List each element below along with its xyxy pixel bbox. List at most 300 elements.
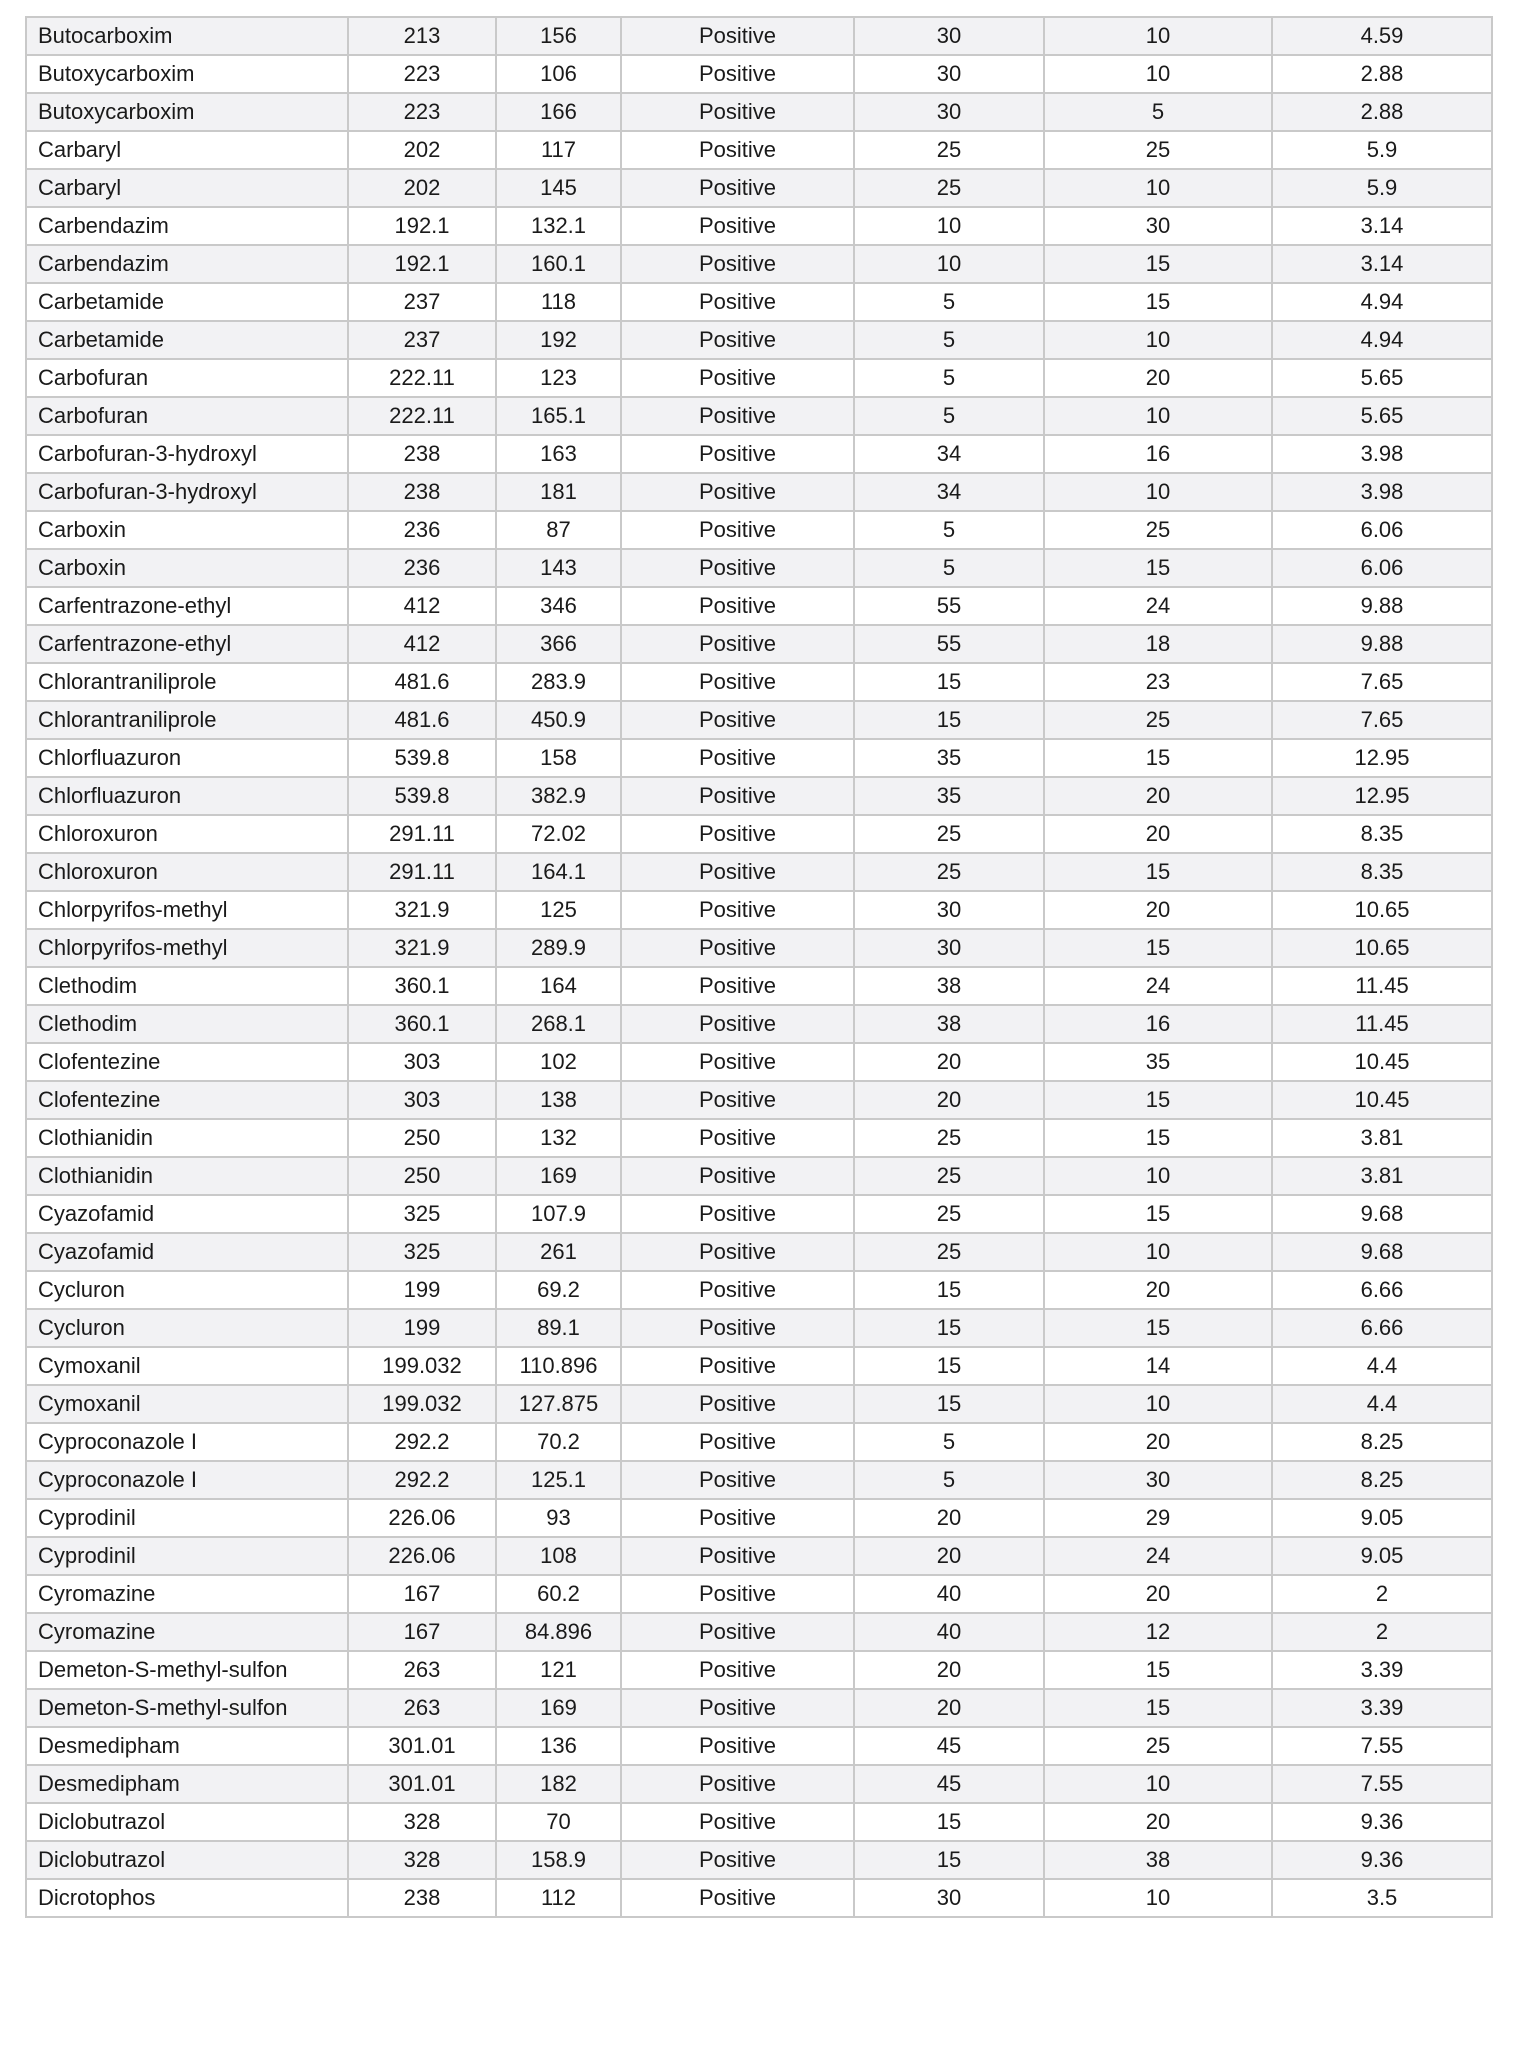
collision-energy-cell: 23 — [1044, 663, 1272, 701]
collision-energy-cell: 10 — [1044, 55, 1272, 93]
data-table-container — [25, 16, 1491, 1918]
compound-name-cell: Clofentezine — [26, 1043, 348, 1081]
cone-voltage-cell: 15 — [854, 1841, 1044, 1879]
collision-energy-cell: 29 — [1044, 1499, 1272, 1537]
precursor-ion-cell: 250 — [348, 1119, 496, 1157]
retention-time-cell: 3.98 — [1272, 435, 1492, 473]
retention-time-cell: 5.9 — [1272, 131, 1492, 169]
ion-mode-cell: Positive — [621, 93, 854, 131]
precursor-ion-cell: 237 — [348, 321, 496, 359]
compound-name-cell: Carbofuran — [26, 359, 348, 397]
precursor-ion-cell: 539.8 — [348, 777, 496, 815]
product-ion-cell: 110.896 — [496, 1347, 621, 1385]
table-row — [26, 17, 1492, 55]
precursor-ion-cell: 303 — [348, 1043, 496, 1081]
collision-energy-cell: 24 — [1044, 1537, 1272, 1575]
product-ion-cell: 169 — [496, 1689, 621, 1727]
cone-voltage-cell: 34 — [854, 435, 1044, 473]
retention-time-cell: 9.88 — [1272, 625, 1492, 663]
collision-energy-cell: 15 — [1044, 739, 1272, 777]
precursor-ion-cell: 263 — [348, 1651, 496, 1689]
cone-voltage-cell: 30 — [854, 93, 1044, 131]
cone-voltage-cell: 25 — [854, 1195, 1044, 1233]
retention-time-cell: 2 — [1272, 1613, 1492, 1651]
compound-name-cell: Carboxin — [26, 549, 348, 587]
cone-voltage-cell: 40 — [854, 1613, 1044, 1651]
table-row — [26, 1309, 1492, 1347]
product-ion-cell: 366 — [496, 625, 621, 663]
cone-voltage-cell: 38 — [854, 1005, 1044, 1043]
collision-energy-cell: 38 — [1044, 1841, 1272, 1879]
compound-name-cell: Clofentezine — [26, 1081, 348, 1119]
retention-time-cell: 10.65 — [1272, 929, 1492, 967]
table-row — [26, 1233, 1492, 1271]
product-ion-cell: 136 — [496, 1727, 621, 1765]
cone-voltage-cell: 30 — [854, 1879, 1044, 1917]
product-ion-cell: 192 — [496, 321, 621, 359]
collision-energy-cell: 16 — [1044, 435, 1272, 473]
table-row — [26, 815, 1492, 853]
table-row — [26, 1385, 1492, 1423]
compound-name-cell: Cyproconazole I — [26, 1423, 348, 1461]
precursor-ion-cell: 539.8 — [348, 739, 496, 777]
product-ion-cell: 138 — [496, 1081, 621, 1119]
precursor-ion-cell: 291.11 — [348, 853, 496, 891]
precursor-ion-cell: 481.6 — [348, 663, 496, 701]
collision-energy-cell: 10 — [1044, 1879, 1272, 1917]
ion-mode-cell: Positive — [621, 1233, 854, 1271]
table-row — [26, 1765, 1492, 1803]
ion-mode-cell: Positive — [621, 967, 854, 1005]
compound-name-cell: Carbaryl — [26, 131, 348, 169]
cone-voltage-cell: 55 — [854, 625, 1044, 663]
compound-name-cell: Carbofuran-3-hydroxyl — [26, 435, 348, 473]
retention-time-cell: 4.59 — [1272, 17, 1492, 55]
precursor-ion-cell: 236 — [348, 549, 496, 587]
cone-voltage-cell: 25 — [854, 1233, 1044, 1271]
table-row — [26, 701, 1492, 739]
retention-time-cell: 3.39 — [1272, 1651, 1492, 1689]
product-ion-cell: 127.875 — [496, 1385, 621, 1423]
ion-mode-cell: Positive — [621, 549, 854, 587]
ion-mode-cell: Positive — [621, 1423, 854, 1461]
ion-mode-cell: Positive — [621, 1613, 854, 1651]
compound-name-cell: Carfentrazone-ethyl — [26, 587, 348, 625]
product-ion-cell: 60.2 — [496, 1575, 621, 1613]
cone-voltage-cell: 15 — [854, 1803, 1044, 1841]
compound-name-cell: Chlorpyrifos-methyl — [26, 891, 348, 929]
precursor-ion-cell: 192.1 — [348, 245, 496, 283]
ion-mode-cell: Positive — [621, 625, 854, 663]
compound-name-cell: Carbendazim — [26, 245, 348, 283]
cone-voltage-cell: 20 — [854, 1537, 1044, 1575]
precursor-ion-cell: 213 — [348, 17, 496, 55]
cone-voltage-cell: 15 — [854, 1385, 1044, 1423]
compound-name-cell: Carbofuran — [26, 397, 348, 435]
data-table — [25, 16, 1493, 1918]
retention-time-cell: 9.88 — [1272, 587, 1492, 625]
retention-time-cell: 3.14 — [1272, 207, 1492, 245]
cone-voltage-cell: 20 — [854, 1043, 1044, 1081]
retention-time-cell: 5.9 — [1272, 169, 1492, 207]
cone-voltage-cell: 5 — [854, 549, 1044, 587]
precursor-ion-cell: 226.06 — [348, 1499, 496, 1537]
product-ion-cell: 123 — [496, 359, 621, 397]
product-ion-cell: 84.896 — [496, 1613, 621, 1651]
precursor-ion-cell: 328 — [348, 1803, 496, 1841]
cone-voltage-cell: 5 — [854, 321, 1044, 359]
compound-name-cell: Carbetamide — [26, 321, 348, 359]
collision-energy-cell: 14 — [1044, 1347, 1272, 1385]
product-ion-cell: 132 — [496, 1119, 621, 1157]
collision-energy-cell: 10 — [1044, 397, 1272, 435]
table-row — [26, 93, 1492, 131]
retention-time-cell: 9.05 — [1272, 1537, 1492, 1575]
table-row — [26, 1157, 1492, 1195]
table-row — [26, 1347, 1492, 1385]
retention-time-cell: 12.95 — [1272, 777, 1492, 815]
retention-time-cell: 7.55 — [1272, 1727, 1492, 1765]
table-row — [26, 1271, 1492, 1309]
table-row — [26, 1841, 1492, 1879]
precursor-ion-cell: 412 — [348, 587, 496, 625]
product-ion-cell: 117 — [496, 131, 621, 169]
collision-energy-cell: 10 — [1044, 1385, 1272, 1423]
cone-voltage-cell: 5 — [854, 359, 1044, 397]
compound-name-cell: Demeton-S-methyl-sulfon — [26, 1689, 348, 1727]
ion-mode-cell: Positive — [621, 359, 854, 397]
ion-mode-cell: Positive — [621, 1195, 854, 1233]
product-ion-cell: 70 — [496, 1803, 621, 1841]
table-row — [26, 1195, 1492, 1233]
cone-voltage-cell: 5 — [854, 283, 1044, 321]
retention-time-cell: 9.36 — [1272, 1803, 1492, 1841]
retention-time-cell: 8.25 — [1272, 1461, 1492, 1499]
product-ion-cell: 181 — [496, 473, 621, 511]
ion-mode-cell: Positive — [621, 929, 854, 967]
cone-voltage-cell: 25 — [854, 169, 1044, 207]
collision-energy-cell: 15 — [1044, 929, 1272, 967]
cone-voltage-cell: 34 — [854, 473, 1044, 511]
precursor-ion-cell: 222.11 — [348, 359, 496, 397]
table-row — [26, 435, 1492, 473]
table-row — [26, 397, 1492, 435]
collision-energy-cell: 24 — [1044, 587, 1272, 625]
precursor-ion-cell: 263 — [348, 1689, 496, 1727]
ion-mode-cell: Positive — [621, 1651, 854, 1689]
cone-voltage-cell: 25 — [854, 853, 1044, 891]
precursor-ion-cell: 238 — [348, 1879, 496, 1917]
product-ion-cell: 93 — [496, 1499, 621, 1537]
table-row — [26, 1499, 1492, 1537]
compound-name-cell: Chlorfluazuron — [26, 739, 348, 777]
cone-voltage-cell: 25 — [854, 815, 1044, 853]
ion-mode-cell: Positive — [621, 321, 854, 359]
precursor-ion-cell: 481.6 — [348, 701, 496, 739]
compound-name-cell: Cyazofamid — [26, 1195, 348, 1233]
ion-mode-cell: Positive — [621, 1461, 854, 1499]
compound-name-cell: Chlorantraniliprole — [26, 701, 348, 739]
cone-voltage-cell: 35 — [854, 777, 1044, 815]
compound-name-cell: Clothianidin — [26, 1119, 348, 1157]
cone-voltage-cell: 15 — [854, 1271, 1044, 1309]
product-ion-cell: 72.02 — [496, 815, 621, 853]
precursor-ion-cell: 250 — [348, 1157, 496, 1195]
table-row — [26, 473, 1492, 511]
precursor-ion-cell: 321.9 — [348, 929, 496, 967]
table-row — [26, 1727, 1492, 1765]
retention-time-cell: 2.88 — [1272, 55, 1492, 93]
precursor-ion-cell: 292.2 — [348, 1423, 496, 1461]
product-ion-cell: 164.1 — [496, 853, 621, 891]
collision-energy-cell: 15 — [1044, 1309, 1272, 1347]
precursor-ion-cell: 321.9 — [348, 891, 496, 929]
compound-name-cell: Chlorpyrifos-methyl — [26, 929, 348, 967]
product-ion-cell: 125 — [496, 891, 621, 929]
retention-time-cell: 8.35 — [1272, 815, 1492, 853]
collision-energy-cell: 18 — [1044, 625, 1272, 663]
compound-name-cell: Carbetamide — [26, 283, 348, 321]
table-row — [26, 55, 1492, 93]
retention-time-cell: 3.98 — [1272, 473, 1492, 511]
compound-name-cell: Dicrotophos — [26, 1879, 348, 1917]
retention-time-cell: 9.68 — [1272, 1195, 1492, 1233]
table-row — [26, 1651, 1492, 1689]
product-ion-cell: 106 — [496, 55, 621, 93]
collision-energy-cell: 10 — [1044, 473, 1272, 511]
product-ion-cell: 163 — [496, 435, 621, 473]
table-row — [26, 1613, 1492, 1651]
compound-name-cell: Butoxycarboxim — [26, 55, 348, 93]
compound-name-cell: Clothianidin — [26, 1157, 348, 1195]
collision-energy-cell: 20 — [1044, 777, 1272, 815]
collision-energy-cell: 15 — [1044, 1651, 1272, 1689]
ion-mode-cell: Positive — [621, 853, 854, 891]
cone-voltage-cell: 15 — [854, 1309, 1044, 1347]
cone-voltage-cell: 30 — [854, 17, 1044, 55]
product-ion-cell: 164 — [496, 967, 621, 1005]
ion-mode-cell: Positive — [621, 815, 854, 853]
precursor-ion-cell: 328 — [348, 1841, 496, 1879]
product-ion-cell: 165.1 — [496, 397, 621, 435]
retention-time-cell: 3.5 — [1272, 1879, 1492, 1917]
cone-voltage-cell: 45 — [854, 1765, 1044, 1803]
table-row — [26, 1043, 1492, 1081]
table-row — [26, 1537, 1492, 1575]
collision-energy-cell: 10 — [1044, 1765, 1272, 1803]
product-ion-cell: 125.1 — [496, 1461, 621, 1499]
cone-voltage-cell: 40 — [854, 1575, 1044, 1613]
compound-name-cell: Clethodim — [26, 1005, 348, 1043]
table-row — [26, 663, 1492, 701]
precursor-ion-cell: 236 — [348, 511, 496, 549]
table-row — [26, 1575, 1492, 1613]
compound-name-cell: Cymoxanil — [26, 1385, 348, 1423]
collision-energy-cell: 15 — [1044, 1195, 1272, 1233]
product-ion-cell: 89.1 — [496, 1309, 621, 1347]
ion-mode-cell: Positive — [621, 283, 854, 321]
precursor-ion-cell: 301.01 — [348, 1727, 496, 1765]
ion-mode-cell: Positive — [621, 473, 854, 511]
retention-time-cell: 2.88 — [1272, 93, 1492, 131]
cone-voltage-cell: 30 — [854, 55, 1044, 93]
precursor-ion-cell: 199.032 — [348, 1385, 496, 1423]
collision-energy-cell: 30 — [1044, 1461, 1272, 1499]
product-ion-cell: 160.1 — [496, 245, 621, 283]
collision-energy-cell: 12 — [1044, 1613, 1272, 1651]
collision-energy-cell: 35 — [1044, 1043, 1272, 1081]
retention-time-cell: 6.06 — [1272, 511, 1492, 549]
precursor-ion-cell: 292.2 — [348, 1461, 496, 1499]
precursor-ion-cell: 325 — [348, 1195, 496, 1233]
compound-name-cell: Cyprodinil — [26, 1499, 348, 1537]
retention-time-cell: 10.45 — [1272, 1043, 1492, 1081]
product-ion-cell: 87 — [496, 511, 621, 549]
cone-voltage-cell: 20 — [854, 1651, 1044, 1689]
collision-energy-cell: 10 — [1044, 1157, 1272, 1195]
ion-mode-cell: Positive — [621, 1575, 854, 1613]
retention-time-cell: 9.36 — [1272, 1841, 1492, 1879]
collision-energy-cell: 20 — [1044, 1575, 1272, 1613]
precursor-ion-cell: 192.1 — [348, 207, 496, 245]
ion-mode-cell: Positive — [621, 701, 854, 739]
collision-energy-cell: 5 — [1044, 93, 1272, 131]
compound-name-cell: Cyromazine — [26, 1575, 348, 1613]
cone-voltage-cell: 5 — [854, 511, 1044, 549]
ion-mode-cell: Positive — [621, 1119, 854, 1157]
collision-energy-cell: 20 — [1044, 1423, 1272, 1461]
precursor-ion-cell: 199 — [348, 1309, 496, 1347]
ion-mode-cell: Positive — [621, 663, 854, 701]
compound-name-cell: Demeton-S-methyl-sulfon — [26, 1651, 348, 1689]
ion-mode-cell: Positive — [621, 245, 854, 283]
product-ion-cell: 166 — [496, 93, 621, 131]
collision-energy-cell: 25 — [1044, 131, 1272, 169]
ion-mode-cell: Positive — [621, 1879, 854, 1917]
retention-time-cell: 5.65 — [1272, 359, 1492, 397]
table-row — [26, 1879, 1492, 1917]
retention-time-cell: 3.81 — [1272, 1157, 1492, 1195]
product-ion-cell: 158.9 — [496, 1841, 621, 1879]
table-row — [26, 739, 1492, 777]
precursor-ion-cell: 199.032 — [348, 1347, 496, 1385]
cone-voltage-cell: 55 — [854, 587, 1044, 625]
table-row — [26, 1081, 1492, 1119]
table-row — [26, 929, 1492, 967]
ion-mode-cell: Positive — [621, 511, 854, 549]
cone-voltage-cell: 25 — [854, 1119, 1044, 1157]
cone-voltage-cell: 45 — [854, 1727, 1044, 1765]
table-row — [26, 1005, 1492, 1043]
product-ion-cell: 450.9 — [496, 701, 621, 739]
ion-mode-cell: Positive — [621, 1841, 854, 1879]
table-row — [26, 1803, 1492, 1841]
table-row — [26, 625, 1492, 663]
collision-energy-cell: 10 — [1044, 17, 1272, 55]
compound-name-cell: Chlorfluazuron — [26, 777, 348, 815]
cone-voltage-cell: 10 — [854, 207, 1044, 245]
cone-voltage-cell: 25 — [854, 1157, 1044, 1195]
cone-voltage-cell: 38 — [854, 967, 1044, 1005]
retention-time-cell: 9.68 — [1272, 1233, 1492, 1271]
collision-energy-cell: 24 — [1044, 967, 1272, 1005]
precursor-ion-cell: 226.06 — [348, 1537, 496, 1575]
cone-voltage-cell: 15 — [854, 701, 1044, 739]
retention-time-cell: 6.06 — [1272, 549, 1492, 587]
ion-mode-cell: Positive — [621, 1803, 854, 1841]
ion-mode-cell: Positive — [621, 1309, 854, 1347]
retention-time-cell: 10.65 — [1272, 891, 1492, 929]
ion-mode-cell: Positive — [621, 1385, 854, 1423]
table-row — [26, 1461, 1492, 1499]
collision-energy-cell: 20 — [1044, 359, 1272, 397]
table-row — [26, 359, 1492, 397]
retention-time-cell: 6.66 — [1272, 1309, 1492, 1347]
precursor-ion-cell: 222.11 — [348, 397, 496, 435]
cone-voltage-cell: 10 — [854, 245, 1044, 283]
compound-name-cell: Cyromazine — [26, 1613, 348, 1651]
ion-mode-cell: Positive — [621, 1081, 854, 1119]
retention-time-cell: 7.65 — [1272, 663, 1492, 701]
precursor-ion-cell: 167 — [348, 1575, 496, 1613]
precursor-ion-cell: 360.1 — [348, 1005, 496, 1043]
ion-mode-cell: Positive — [621, 1727, 854, 1765]
product-ion-cell: 169 — [496, 1157, 621, 1195]
cone-voltage-cell: 5 — [854, 1423, 1044, 1461]
ion-mode-cell: Positive — [621, 17, 854, 55]
product-ion-cell: 346 — [496, 587, 621, 625]
collision-energy-cell: 25 — [1044, 1727, 1272, 1765]
product-ion-cell: 69.2 — [496, 1271, 621, 1309]
precursor-ion-cell: 360.1 — [348, 967, 496, 1005]
precursor-ion-cell: 237 — [348, 283, 496, 321]
ion-mode-cell: Positive — [621, 1537, 854, 1575]
retention-time-cell: 11.45 — [1272, 1005, 1492, 1043]
ion-mode-cell: Positive — [621, 131, 854, 169]
compound-name-cell: Butoxycarboxim — [26, 93, 348, 131]
precursor-ion-cell: 238 — [348, 435, 496, 473]
precursor-ion-cell: 167 — [348, 1613, 496, 1651]
retention-time-cell: 3.81 — [1272, 1119, 1492, 1157]
precursor-ion-cell: 303 — [348, 1081, 496, 1119]
ion-mode-cell: Positive — [621, 169, 854, 207]
collision-energy-cell: 20 — [1044, 891, 1272, 929]
collision-energy-cell: 20 — [1044, 815, 1272, 853]
retention-time-cell: 7.65 — [1272, 701, 1492, 739]
ion-mode-cell: Positive — [621, 1157, 854, 1195]
compound-name-cell: Diclobutrazol — [26, 1841, 348, 1879]
cone-voltage-cell: 35 — [854, 739, 1044, 777]
precursor-ion-cell: 223 — [348, 55, 496, 93]
collision-energy-cell: 15 — [1044, 549, 1272, 587]
product-ion-cell: 145 — [496, 169, 621, 207]
precursor-ion-cell: 238 — [348, 473, 496, 511]
product-ion-cell: 70.2 — [496, 1423, 621, 1461]
product-ion-cell: 112 — [496, 1879, 621, 1917]
compound-name-cell: Chlorantraniliprole — [26, 663, 348, 701]
product-ion-cell: 268.1 — [496, 1005, 621, 1043]
compound-name-cell: Butocarboxim — [26, 17, 348, 55]
collision-energy-cell: 25 — [1044, 511, 1272, 549]
compound-name-cell: Clethodim — [26, 967, 348, 1005]
table-row — [26, 511, 1492, 549]
retention-time-cell: 11.45 — [1272, 967, 1492, 1005]
product-ion-cell: 102 — [496, 1043, 621, 1081]
retention-time-cell: 4.4 — [1272, 1347, 1492, 1385]
compound-name-cell: Carboxin — [26, 511, 348, 549]
ion-mode-cell: Positive — [621, 435, 854, 473]
product-ion-cell: 158 — [496, 739, 621, 777]
